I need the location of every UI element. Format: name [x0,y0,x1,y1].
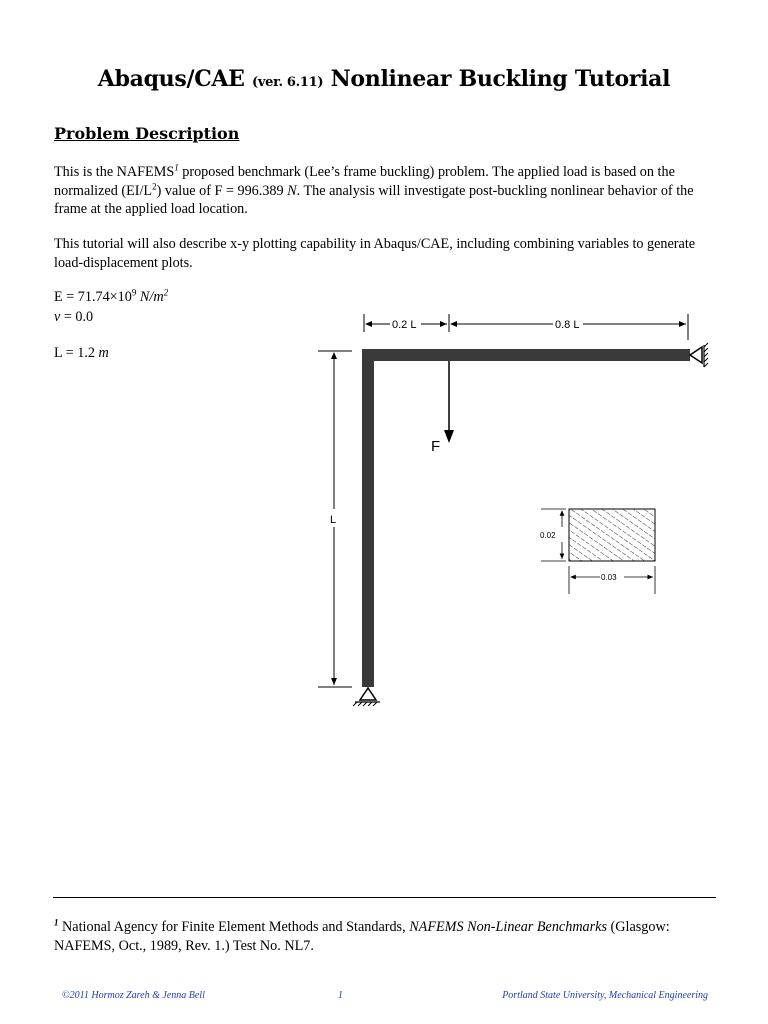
footer-page-number: 1 [338,990,343,1001]
footnote-divider [53,897,716,898]
section-height-label: 0.02 [540,531,556,540]
footnote-mark: 1 [174,162,179,173]
load-label: F [431,438,441,455]
horizontal-beam [362,349,690,361]
cross-section [569,509,655,561]
version-label: (ver. 6.11) [252,75,324,90]
bottom-pin-support [353,688,380,706]
dimension-L-label: L [330,514,337,526]
section-width-label: 0.03 [601,573,617,582]
section-heading: Problem Description [54,124,240,143]
paragraph-plotting: This tutorial will also describe x-y plotting capability in Abaqus/CAE, including combining variables to generate load-displacement plots. [54,236,696,271]
footer-copyright: ©2011 Hormoz Zareh & Jenna Bell [62,990,205,1001]
footer-institution: Portland State University, Mechanical Engineering [502,990,708,1001]
dimension-08L-label: 0.8 L [555,319,580,331]
footnote: $^1$ National Agency for Finite Element Methods and Standards, NAFEMS Non-Linear Benchmarks (Glasgow: NAFEMS, Oct., 1989, Rev. 1.) Test No. NL7. [54,917,670,954]
property-poisson: ν = 0.0 [54,309,94,325]
property-modulus: $E = 71.74\times 10^9$ $N/m^2$ [54,287,169,305]
right-pin-support [690,343,708,367]
property-length: L = 1.2 m [54,345,109,361]
vertical-column [362,349,374,687]
dimension-02L-label: 0.2 L [392,319,417,331]
page-title: Abaqus/CAE (ver. 6.11) Nonlinear Buckling Tutorial [97,66,671,92]
paragraph-intro: This is the NAFEMS$^1$ proposed benchmark (Lee’s frame buckling) problem. The applied load is based on the normalized $(EI/L^2)$ value of F = 996.389 N. The analysis will investigate post-buckling nonlinear behavior of the frame at the applied load location. [54,162,694,217]
